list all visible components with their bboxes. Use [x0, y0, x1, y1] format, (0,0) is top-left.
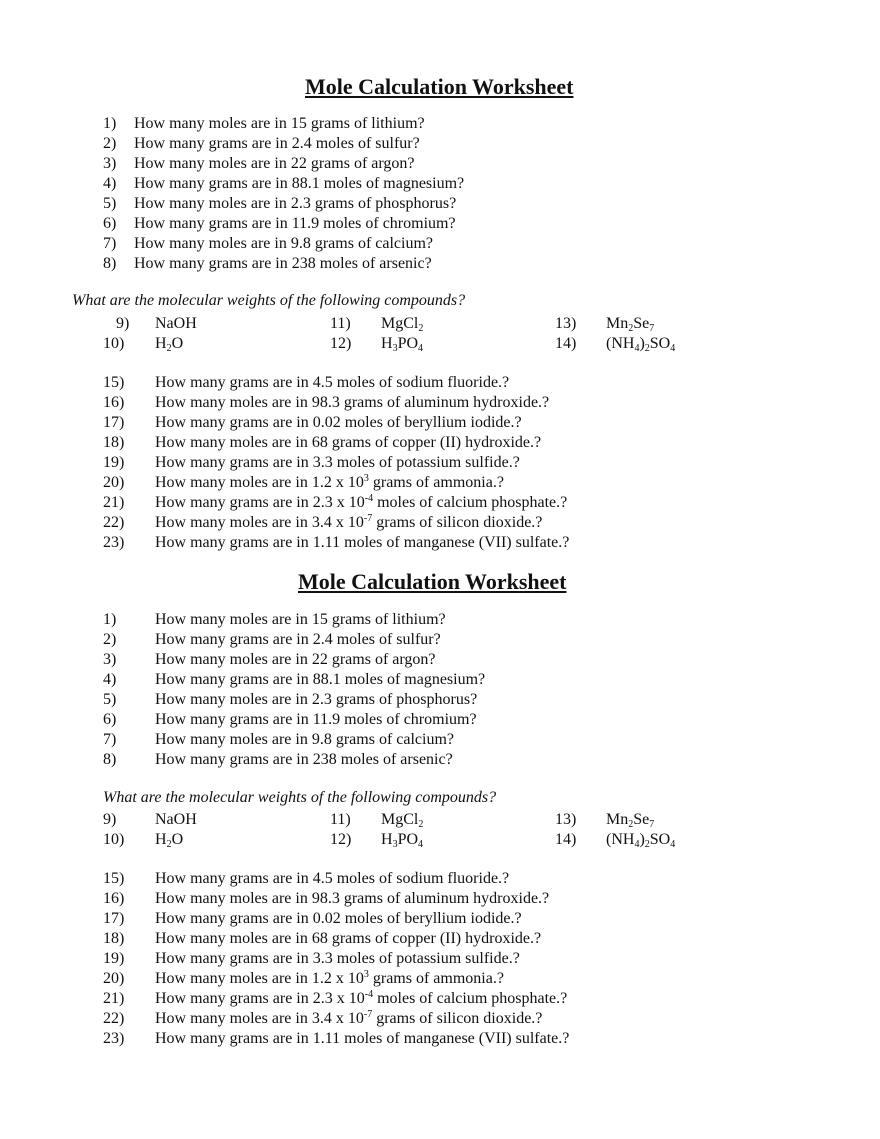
question-text: How many moles are in 3.4 x $10^{-7}$ grams of silicon dioxide.?	[155, 1009, 543, 1027]
compound-formula: MgCl$_2$	[381, 315, 424, 334]
question-text: How many grams are in 88.1 moles of magnesium?	[134, 175, 465, 192]
question-number: 17)	[103, 414, 125, 431]
question-text: How many moles are in 98.3 grams of aluminum hydroxide.?	[155, 394, 550, 411]
question-number: 16)	[103, 394, 125, 411]
question-text: How many moles are in 9.8 grams of calcium?	[155, 731, 455, 748]
compound-formula: $H_3PO_4$	[381, 335, 424, 354]
molecular-weight-prompt: What are the molecular weights of the following compounds?	[72, 292, 466, 309]
compound-formula: $H_3PO_4$	[381, 831, 424, 850]
molecular-weight-prompt: What are the molecular weights of the following compounds?	[103, 789, 497, 806]
question-text: How many moles are in 2.3 grams of phosphorus?	[134, 195, 457, 212]
compound-formula: $Mn_2Se_7$	[606, 315, 655, 334]
question-text: How many moles are in 1.2 x $10^3$ grams of ammonia.?	[155, 473, 504, 491]
question-number: 6)	[103, 711, 117, 728]
compound-formula: $(NH_4)_2SO_4$	[606, 335, 676, 354]
question-number: 3)	[103, 155, 117, 172]
compound-formula: $H_2O$	[155, 335, 184, 354]
question-number: 19)	[103, 950, 125, 967]
question-number: 7)	[103, 235, 117, 252]
question-number: 8)	[103, 751, 117, 768]
question-text: How many moles are in 15 grams of lithium?	[134, 115, 425, 132]
compound-number: 13)	[555, 811, 577, 828]
question-number: 3)	[103, 651, 117, 668]
question-number: 4)	[103, 175, 117, 192]
worksheet-title: Mole Calculation Worksheet	[305, 74, 574, 99]
compound-formula: MgCl$_2$	[381, 811, 424, 830]
question-text: How many moles are in 1.2 x $10^3$ grams of ammonia.?	[155, 969, 504, 987]
compound-formula: $H_2O$	[155, 831, 184, 850]
question-text: How many moles are in 98.3 grams of aluminum hydroxide.?	[155, 890, 550, 907]
question-text: How many grams are in 1.11 moles of manganese (VII) sulfate.?	[155, 1030, 570, 1047]
question-number: 19)	[103, 454, 125, 471]
compound-formula: NaOH	[155, 811, 197, 828]
question-text: How many grams are in 2.4 moles of sulfur?	[155, 631, 441, 648]
question-text: How many moles are in 15 grams of lithium?	[155, 611, 446, 628]
question-text: How many moles are in 9.8 grams of calcium?	[134, 235, 434, 252]
question-text: How many grams are in 2.3 x $10^{-4}$ moles of calcium phosphate.?	[155, 989, 568, 1007]
compound-formula: $Mn_2Se_7$	[606, 811, 655, 830]
question-text: How many moles are in 3.4 x $10^{-7}$ grams of silicon dioxide.?	[155, 513, 543, 531]
question-number: 15)	[103, 870, 125, 887]
question-text: How many grams are in 88.1 moles of magnesium?	[155, 671, 486, 688]
question-text: How many grams are in 4.5 moles of sodium fluoride.?	[155, 870, 510, 887]
question-number: 7)	[103, 731, 117, 748]
question-number: 5)	[103, 195, 117, 212]
question-number: 5)	[103, 691, 117, 708]
question-number: 2)	[103, 135, 117, 152]
compound-number: 10)	[103, 335, 125, 352]
question-text: How many grams are in 238 moles of arsenic?	[155, 751, 453, 768]
compound-number: 10)	[103, 831, 125, 848]
compound-number: 12)	[330, 335, 352, 352]
question-text: How many grams are in 4.5 moles of sodium fluoride.?	[155, 374, 510, 391]
question-number: 15)	[103, 374, 125, 391]
question-number: 1)	[103, 611, 117, 628]
question-number: 22)	[103, 514, 125, 531]
question-text: How many grams are in 0.02 moles of beryllium iodide.?	[155, 414, 522, 431]
question-text: How many grams are in 11.9 moles of chromium?	[134, 215, 456, 232]
question-text: How many moles are in 22 grams of argon?	[155, 651, 436, 668]
question-text: How many moles are in 68 grams of copper (II) hydroxide.?	[155, 930, 542, 947]
question-number: 22)	[103, 1010, 125, 1027]
compound-formula: NaOH	[155, 315, 197, 332]
compound-number: 9)	[116, 315, 130, 332]
question-number: 18)	[103, 930, 125, 947]
question-number: 21)	[103, 494, 125, 511]
question-text: How many grams are in 2.3 x $10^{-4}$ moles of calcium phosphate.?	[155, 493, 568, 511]
question-number: 6)	[103, 215, 117, 232]
compound-number: 12)	[330, 831, 352, 848]
question-number: 17)	[103, 910, 125, 927]
question-text: How many grams are in 0.02 moles of beryllium iodide.?	[155, 910, 522, 927]
question-number: 8)	[103, 255, 117, 272]
question-number: 20)	[103, 474, 125, 491]
compound-number: 9)	[103, 811, 117, 828]
question-number: 16)	[103, 890, 125, 907]
question-text: How many moles are in 68 grams of copper (II) hydroxide.?	[155, 434, 542, 451]
compound-formula: $(NH_4)_2SO_4$	[606, 831, 676, 850]
question-number: 4)	[103, 671, 117, 688]
compound-number: 14)	[555, 335, 577, 352]
question-text: How many grams are in 1.11 moles of manganese (VII) sulfate.?	[155, 534, 570, 551]
question-number: 2)	[103, 631, 117, 648]
question-number: 23)	[103, 534, 125, 551]
question-number: 1)	[103, 115, 117, 132]
question-text: How many moles are in 22 grams of argon?	[134, 155, 415, 172]
question-text: How many grams are in 2.4 moles of sulfur?	[134, 135, 420, 152]
question-number: 23)	[103, 1030, 125, 1047]
question-number: 18)	[103, 434, 125, 451]
compound-number: 14)	[555, 831, 577, 848]
compound-number: 13)	[555, 315, 577, 332]
worksheet-title: Mole Calculation Worksheet	[298, 569, 567, 594]
question-number: 21)	[103, 990, 125, 1007]
question-text: How many moles are in 2.3 grams of phosphorus?	[155, 691, 478, 708]
question-text: How many grams are in 3.3 moles of potassium sulfide.?	[155, 454, 520, 471]
compound-number: 11)	[330, 811, 351, 828]
question-text: How many grams are in 11.9 moles of chromium?	[155, 711, 477, 728]
question-text: How many grams are in 3.3 moles of potassium sulfide.?	[155, 950, 520, 967]
question-number: 20)	[103, 970, 125, 987]
compound-number: 11)	[330, 315, 351, 332]
question-text: How many grams are in 238 moles of arsenic?	[134, 255, 432, 272]
